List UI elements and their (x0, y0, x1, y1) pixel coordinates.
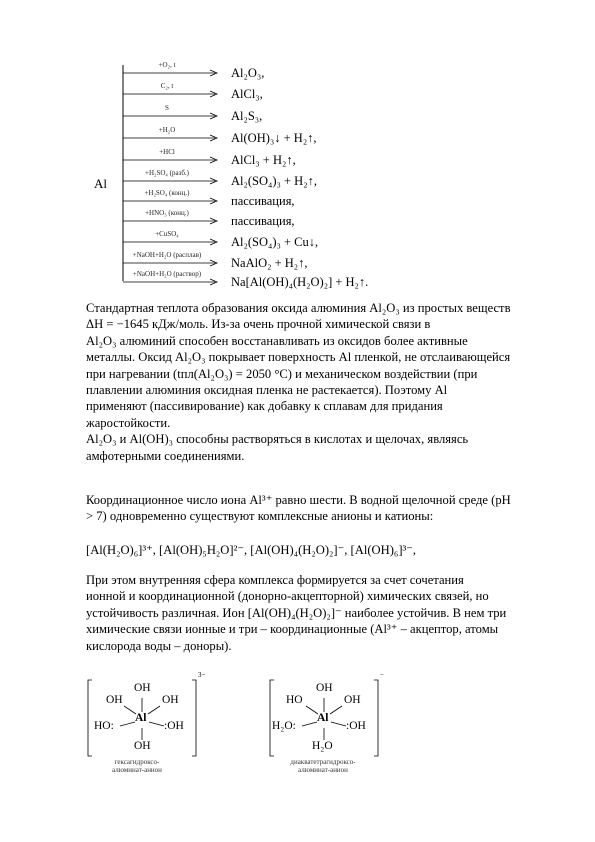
text-line: плавлении алюминия оксидная пленка не растекается). Поэтому Al (86, 383, 448, 398)
scheme-lines (0, 0, 595, 300)
ligand-label: OH (344, 694, 361, 706)
scheme-product: Na[Al(OH)₄(H₂O)₂] + H₂↑. (231, 275, 369, 289)
scheme-product: пассивация, (231, 214, 295, 228)
paragraph-stability (86, 572, 510, 654)
paragraph-oxide (86, 300, 510, 464)
charge-label: 3− (198, 671, 206, 679)
ligand-label: HO (286, 694, 303, 706)
scheme-product: AlCl₃ + H₂↑, (231, 153, 296, 167)
text-line: ΔH = −1645 кДж/моль. Из-за очень прочной химической связи в (86, 317, 431, 332)
scheme-condition: +H₂SO₄ (конц.) (144, 189, 190, 197)
structure-bonds (268, 668, 398, 758)
ligand-label: :OH (346, 720, 366, 732)
scheme-product: AlCl₃, (231, 87, 263, 101)
ligand-label: OH (316, 682, 333, 694)
ligand-label: OH (134, 682, 151, 694)
caption-line: гексагидроксо- (114, 758, 160, 766)
text-line: ионной и координационной (донорно-акцепторной) химических связей, но (86, 589, 489, 604)
caption-line: алюминат-анион (112, 766, 162, 774)
text-line: при нагревании (tпл(Al₂O₃) = 2050 °C) и механическом воздействии (при (86, 366, 478, 381)
ligand-label: OH (134, 740, 151, 752)
scheme-product: Al(OH)₃↓ + H₂↑, (231, 131, 317, 145)
scheme-product: Al₂(SO₄)₃ + Cu↓, (231, 235, 319, 249)
central-atom-label: Al (135, 712, 147, 724)
scheme-condition: +HCl (159, 148, 175, 156)
scheme-condition: +HNO₃ (конц.) (145, 209, 189, 217)
ligand-label: OH (106, 694, 123, 706)
caption-line: диакватетрагидроксо- (290, 758, 356, 766)
complex-formulas (86, 542, 510, 558)
structure-diaquatetrahydroxoaluminate (268, 668, 398, 758)
ligand-label: H₂O (312, 740, 333, 752)
text-line: При этом внутренняя сфера комплекса формируется за счет сочетания (86, 573, 464, 587)
text-line: Al₂O₃ и Al(OH)₃ способны растворяться в кислотах и щелочах, являясь (86, 432, 469, 447)
scheme-condition: C₂, t (160, 82, 174, 90)
scheme-condition: +NaOH+H₂O (расплав) (132, 251, 202, 259)
text-line: устойчивость различная. Ион [Al(OH)₄(H₂O)₂]⁻ наиболее устойчив. В нем три (86, 605, 507, 620)
scheme-condition: S (165, 104, 169, 112)
text-line: жаростойкости. (86, 415, 171, 430)
scheme-product: Al₂S₃, (231, 109, 263, 123)
ligand-label: :OH (164, 720, 184, 732)
ligand-label: OH (162, 694, 179, 706)
scheme-product: NaAlO₂ + H₂↑, (231, 256, 308, 270)
structure-caption (268, 758, 378, 774)
text-line: Координационное число иона Al³⁺ равно шести. В водной щелочной среде (pH (86, 493, 511, 507)
scheme-product: Al₂(SO₄)₃ + H₂↑, (231, 174, 317, 188)
text-line: > 7) одновременно существуют комплексные анионы и катионы: (86, 509, 434, 524)
scheme-condition: +O₂, t (158, 61, 176, 69)
structure-hexahydroxoaluminate (84, 668, 214, 758)
formula-line: [Al(H₂O)₆]³⁺, [Al(OH)₅H₂O]²⁻, [Al(OH)₄(H₂O)₂]⁻, [Al(OH)₆]³⁻, (86, 543, 417, 557)
structure-caption (82, 758, 192, 774)
text-line: Al₂O₃ алюминий способен восстанавливать из оксидов более активные (86, 333, 468, 348)
ligand-label: H₂O: (272, 720, 296, 732)
scheme-product: Al₂O₃, (231, 66, 265, 80)
scheme-condition: +CuSO₄ (155, 230, 179, 238)
text-line: применяют (пассивирование) как добавку к сплавам для придания (86, 399, 443, 414)
text-line: кислорода воды – доноры). (86, 638, 232, 653)
text-line: Стандартная теплота образования оксида алюминия Al₂O₃ из простых веществ (86, 301, 511, 315)
charge-label: − (380, 671, 384, 679)
scheme-element-label: Al (94, 176, 107, 191)
reaction-scheme (0, 0, 595, 300)
scheme-condition: +H₂O (158, 126, 176, 134)
scheme-condition: +H₂SO₄ (разб.) (145, 169, 189, 177)
text-line: химические связи ионные и три – координационные (Al³⁺ – акцептор, атомы (86, 622, 499, 637)
paragraph-coordination (86, 492, 510, 525)
text-line: амфотерными соединениями. (86, 448, 245, 463)
scheme-condition: +NaOH+H₂O (раствор) (132, 270, 202, 278)
ligand-label: HO: (94, 720, 114, 732)
caption-line: алюминат-анион (298, 766, 348, 774)
central-atom-label: Al (317, 712, 329, 724)
scheme-product: пассивация, (231, 194, 295, 208)
text-line: металлы. Оксид Al₂O₃ покрывает поверхность Al пленкой, не отслаивающейся (86, 350, 511, 365)
